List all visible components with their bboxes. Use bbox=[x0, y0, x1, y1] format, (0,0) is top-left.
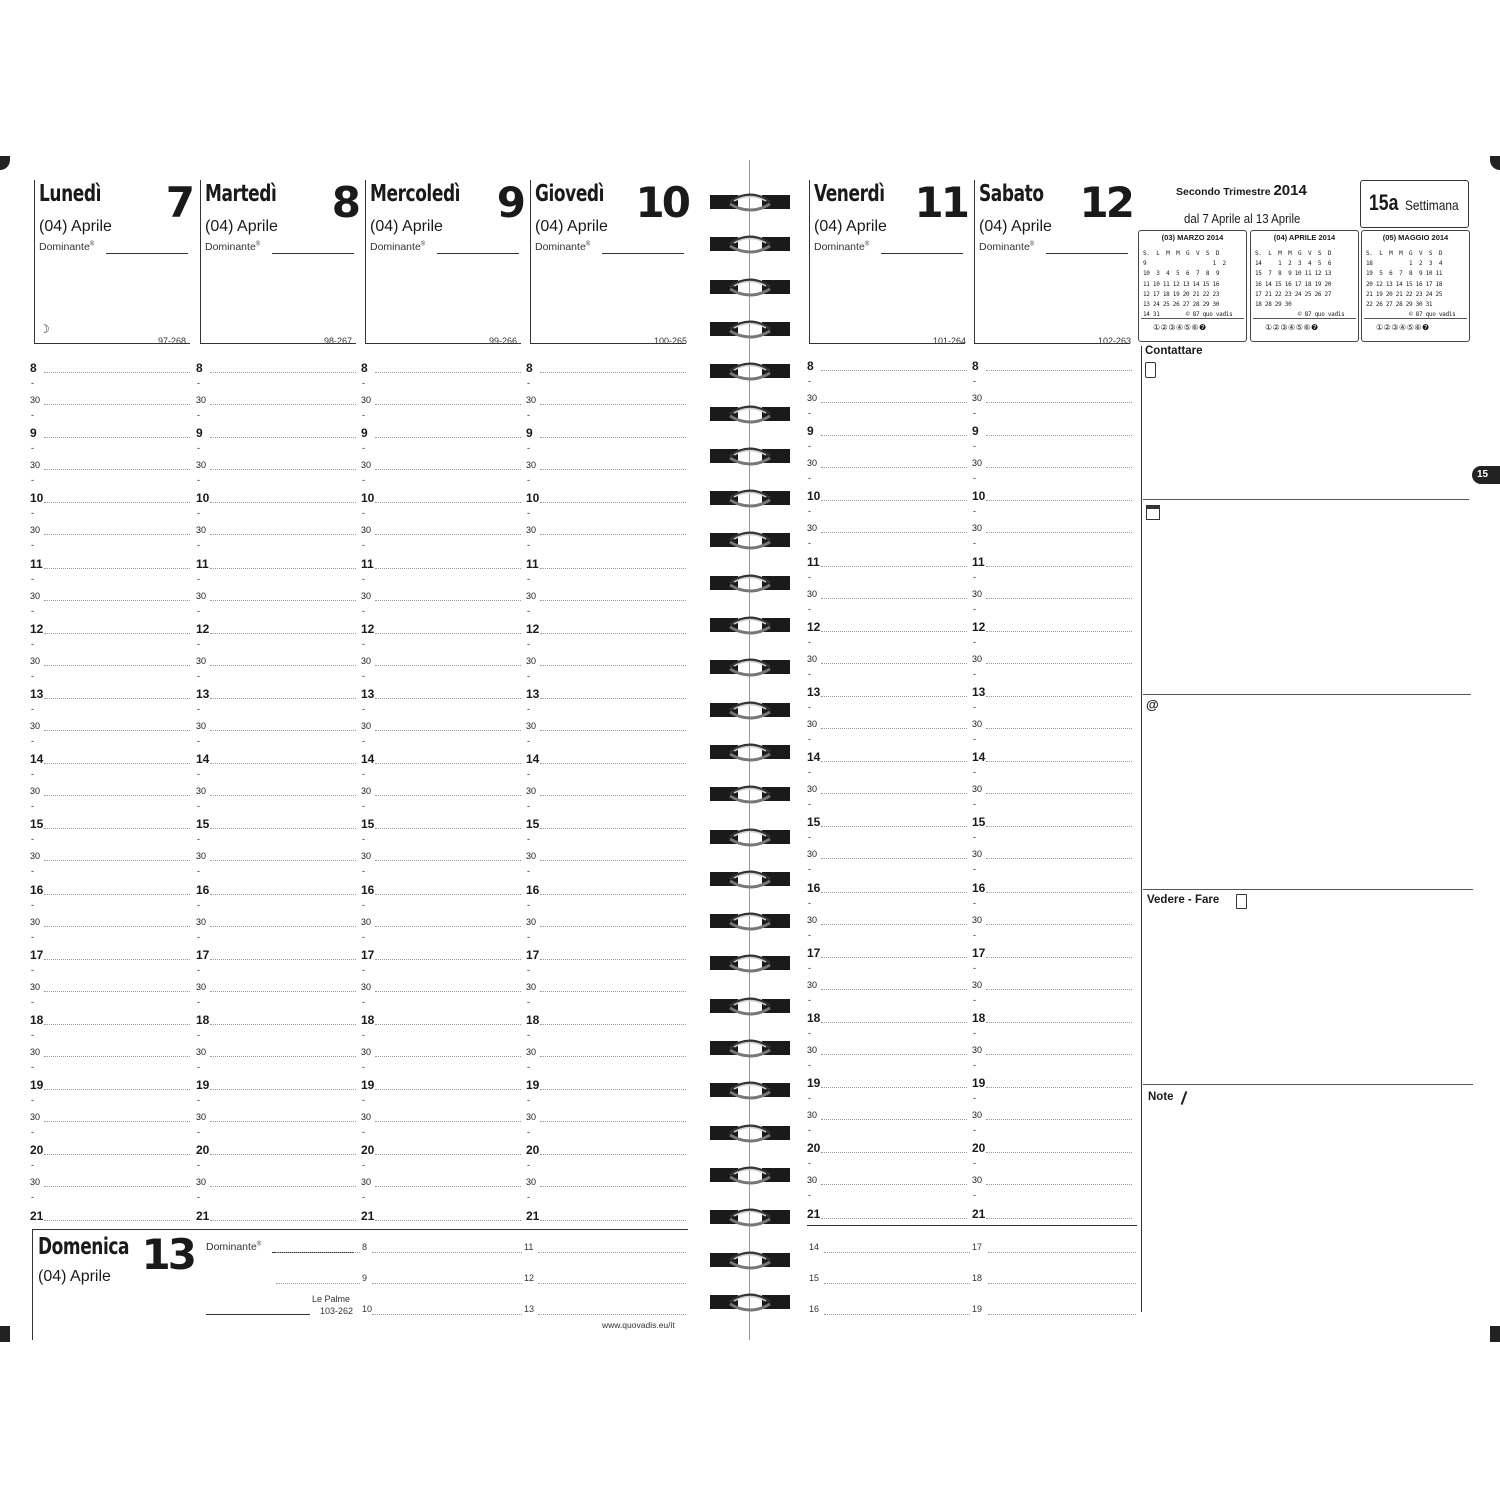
half-hour-label: 30 bbox=[196, 1177, 207, 1188]
dominante-label: Dominante® bbox=[205, 241, 261, 253]
sunday-note: Le Palme bbox=[312, 1294, 351, 1304]
spiral-ring bbox=[708, 528, 792, 552]
mini-calendar-row: 14 1 2 3 4 5 6 bbox=[1255, 260, 1332, 268]
day-code: 102-263 bbox=[1098, 336, 1132, 346]
hour-label: 18 bbox=[526, 1013, 540, 1027]
hour-label: 20 bbox=[526, 1143, 540, 1158]
fax-icon bbox=[1146, 505, 1160, 520]
hour-label: 14 bbox=[30, 752, 44, 767]
page-corner bbox=[1490, 1326, 1500, 1342]
mini-calendar-row: 12 17 18 19 20 21 22 23 bbox=[1143, 290, 1220, 298]
phone-icon bbox=[1145, 362, 1156, 378]
hour-label: 19 bbox=[972, 1076, 986, 1091]
half-hour-label: 30 bbox=[526, 525, 537, 536]
mini-calendar bbox=[1250, 230, 1359, 342]
week-number: 15a bbox=[1369, 190, 1399, 215]
mini-calendar bbox=[1361, 230, 1470, 342]
mini-calendar-row: S. L M M G V S D bbox=[1366, 250, 1443, 257]
spiral-ring bbox=[708, 1078, 792, 1102]
notes-section-title: Note bbox=[1148, 1091, 1174, 1103]
half-hour-label: 30 bbox=[526, 851, 537, 862]
moon-icon: ☽ bbox=[39, 322, 50, 336]
hour-label: 17 bbox=[30, 947, 44, 962]
hour-label: 15 bbox=[361, 817, 375, 832]
page-corner bbox=[0, 156, 10, 170]
spiral-ring bbox=[708, 571, 792, 595]
mini-calendar-row: 18 28 29 30 bbox=[1255, 301, 1292, 308]
half-hour-label: 30 bbox=[361, 655, 372, 666]
mini-calendar-row: 19 5 6 7 8 9 10 11 bbox=[1366, 270, 1443, 278]
mini-calendar-row: 14 31 © 87 quo vadis bbox=[1143, 311, 1233, 319]
hour-label: 14 bbox=[807, 750, 821, 765]
sunday-hour: 13 bbox=[524, 1304, 535, 1314]
half-hour-label: 30 bbox=[196, 981, 207, 992]
day-number: 11 bbox=[914, 178, 967, 227]
hour-label: 17 bbox=[361, 947, 375, 962]
hour-label: 17 bbox=[972, 945, 986, 960]
sunday-hour: 17 bbox=[972, 1242, 983, 1252]
spiral-ring bbox=[708, 190, 792, 214]
half-hour-label: 30 bbox=[30, 721, 41, 731]
page-corner bbox=[0, 1326, 10, 1342]
half-hour-label: 30 bbox=[526, 1047, 537, 1057]
mini-calendar-row: S. L M M G V S D bbox=[1143, 250, 1220, 257]
mini-calendar-row: 9 1 2 bbox=[1143, 260, 1226, 268]
hour-label: 12 bbox=[972, 619, 986, 634]
dominante-label: Dominante® bbox=[370, 241, 426, 253]
half-hour-label: 30 bbox=[196, 590, 207, 601]
day-code: 97-268 bbox=[158, 336, 187, 346]
hour-label: 11 bbox=[807, 554, 820, 569]
half-hour-label: 30 bbox=[30, 460, 41, 471]
sunday-hour: 14 bbox=[809, 1242, 820, 1252]
half-hour-label: 30 bbox=[196, 655, 207, 666]
spiral-ring bbox=[708, 782, 792, 806]
half-hour-label: 30 bbox=[361, 1047, 372, 1057]
hour-label: 10 bbox=[361, 491, 375, 506]
day-number: 7 bbox=[165, 178, 192, 227]
hour-label: 17 bbox=[196, 947, 210, 962]
day-code: 101-264 bbox=[933, 336, 967, 346]
half-hour-label: 30 bbox=[526, 721, 537, 731]
half-hour-label: 30 bbox=[30, 655, 41, 666]
mini-calendar-title: (03) MARZO 2014 bbox=[1161, 233, 1224, 242]
hour-label: 20 bbox=[807, 1141, 821, 1156]
hour-label: 9 bbox=[807, 424, 814, 439]
half-hour-label: 30 bbox=[526, 655, 537, 666]
mini-calendar-row: 15 7 8 9 10 11 12 13 bbox=[1255, 270, 1332, 278]
day-number: 12 bbox=[1079, 178, 1132, 227]
half-hour-label: 30 bbox=[972, 458, 983, 469]
half-hour-label: 30 bbox=[972, 979, 983, 990]
dominante-label: Dominante® bbox=[39, 241, 95, 253]
hour-label: 12 bbox=[196, 621, 210, 636]
spiral-ring bbox=[708, 994, 792, 1018]
spiral-ring bbox=[708, 655, 792, 679]
month-label: (04) Aprile bbox=[205, 218, 278, 235]
hour-label: 21 bbox=[30, 1208, 44, 1223]
hour-label: 16 bbox=[361, 882, 375, 897]
mini-calendar-row: 20 12 13 14 15 16 17 18 bbox=[1366, 280, 1443, 288]
week-range: dal 7 Aprile al 13 Aprile bbox=[1184, 211, 1301, 226]
half-hour-label: 30 bbox=[196, 525, 207, 536]
mini-calendar-row: 13 24 25 26 27 28 29 30 bbox=[1143, 301, 1220, 308]
month-label-sunday: (04) Aprile bbox=[38, 1268, 111, 1285]
hour-label: 15 bbox=[30, 817, 44, 832]
website-footer: www.quovadis.eu/it bbox=[602, 1320, 675, 1330]
hour-label: 19 bbox=[196, 1078, 210, 1093]
mini-calendar-row: 16 14 15 16 17 18 19 20 bbox=[1255, 280, 1332, 288]
hour-label: 15 bbox=[196, 817, 210, 832]
spiral-ring bbox=[708, 1163, 792, 1187]
mini-calendar-row: 10 3 4 5 6 7 8 9 bbox=[1143, 270, 1220, 278]
half-hour-label: 30 bbox=[361, 786, 372, 797]
sunday-hour: 19 bbox=[972, 1304, 983, 1314]
half-hour-label: 30 bbox=[807, 1110, 818, 1121]
half-hour-label: 30 bbox=[972, 393, 983, 403]
trimester-label: Secondo Trimestre bbox=[1176, 186, 1271, 198]
week-number-box bbox=[1360, 180, 1469, 228]
mini-calendar bbox=[1138, 230, 1247, 342]
half-hour-label: 30 bbox=[30, 916, 41, 927]
half-hour-label: 30 bbox=[972, 719, 983, 729]
hour-label: 18 bbox=[361, 1013, 375, 1027]
hour-label: 13 bbox=[30, 687, 44, 701]
hour-label: 10 bbox=[196, 491, 210, 506]
weekday-dots: ①②③④⑤⑥❼ bbox=[1265, 323, 1319, 332]
hour-label: 16 bbox=[526, 882, 540, 897]
half-hour-label: 30 bbox=[196, 851, 207, 862]
hour-label: 10 bbox=[30, 491, 44, 506]
day-name-sunday: Domenica bbox=[38, 1234, 130, 1260]
half-hour-label: 30 bbox=[361, 590, 372, 601]
mini-calendar-title: (04) APRILE 2014 bbox=[1273, 233, 1336, 242]
dominante-label: Dominante® bbox=[535, 241, 591, 253]
hour-label: 10 bbox=[807, 489, 821, 504]
todo-section-title: Vedere - Fare bbox=[1147, 894, 1220, 906]
hour-label: 19 bbox=[30, 1078, 44, 1093]
hour-label: 13 bbox=[196, 687, 210, 701]
hour-label: 19 bbox=[807, 1076, 821, 1091]
spiral-ring bbox=[708, 317, 792, 341]
hour-label: 21 bbox=[972, 1206, 986, 1221]
hour-label: 16 bbox=[972, 880, 986, 895]
half-hour-label: 30 bbox=[30, 851, 41, 862]
day-number: 10 bbox=[635, 178, 688, 227]
half-hour-label: 30 bbox=[196, 395, 207, 405]
half-hour-label: 30 bbox=[807, 914, 818, 925]
half-hour-label: 30 bbox=[807, 849, 818, 860]
half-hour-label: 30 bbox=[972, 784, 983, 795]
day-code: 100-265 bbox=[654, 336, 688, 346]
half-hour-label: 30 bbox=[807, 979, 818, 990]
half-hour-label: 30 bbox=[807, 458, 818, 469]
sunday-hour: 12 bbox=[524, 1273, 535, 1283]
day-code: 99-266 bbox=[489, 336, 518, 346]
mini-calendar-row: 18 1 2 3 4 bbox=[1366, 260, 1443, 268]
hour-label: 11 bbox=[361, 556, 374, 571]
half-hour-label: 30 bbox=[30, 525, 41, 536]
half-hour-label: 30 bbox=[361, 851, 372, 862]
hour-label: 13 bbox=[361, 687, 375, 701]
spiral-ring bbox=[708, 740, 792, 764]
half-hour-label: 30 bbox=[526, 981, 537, 992]
spiral-ring bbox=[708, 951, 792, 975]
day-name: Venerdì bbox=[814, 181, 885, 207]
spiral-ring bbox=[708, 486, 792, 510]
half-hour-label: 30 bbox=[807, 784, 818, 795]
half-hour-label: 30 bbox=[196, 786, 207, 797]
day-code-sunday: 103-262 bbox=[320, 1306, 354, 1316]
spiral-ring bbox=[708, 1205, 792, 1229]
week-tab bbox=[1472, 466, 1500, 484]
half-hour-label: 30 bbox=[526, 916, 537, 927]
hour-label: 15 bbox=[807, 815, 821, 830]
half-hour-label: 30 bbox=[526, 1177, 537, 1188]
spiral-ring bbox=[708, 359, 792, 383]
half-hour-label: 30 bbox=[972, 1110, 983, 1121]
month-label: (04) Aprile bbox=[535, 218, 608, 235]
hour-label: 17 bbox=[807, 945, 821, 960]
half-hour-label: 30 bbox=[972, 849, 983, 860]
hour-label: 11 bbox=[30, 556, 43, 571]
hour-label: 8 bbox=[526, 361, 533, 375]
sunday-hour: 11 bbox=[524, 1242, 534, 1252]
half-hour-label: 30 bbox=[30, 590, 41, 601]
mini-calendar-row: © 87 quo vadis bbox=[1255, 311, 1345, 319]
month-label: (04) Aprile bbox=[39, 218, 112, 235]
spiral-ring bbox=[708, 402, 792, 426]
hour-label: 21 bbox=[526, 1208, 540, 1223]
day-name: Sabato bbox=[979, 181, 1044, 207]
hour-label: 14 bbox=[196, 752, 210, 767]
sunday-hour: 8 bbox=[362, 1242, 368, 1252]
half-hour-label: 30 bbox=[807, 523, 818, 534]
hour-label: 15 bbox=[526, 817, 540, 832]
hour-label: 11 bbox=[196, 556, 209, 571]
spiral-ring bbox=[708, 444, 792, 468]
day-name: Giovedì bbox=[535, 181, 605, 207]
hour-label: 16 bbox=[196, 882, 210, 897]
hour-label: 15 bbox=[972, 815, 986, 830]
half-hour-label: 30 bbox=[196, 460, 207, 471]
mini-calendar-row: © 87 quo vadis bbox=[1366, 311, 1456, 319]
hour-label: 11 bbox=[526, 556, 539, 571]
half-hour-label: 30 bbox=[526, 786, 537, 797]
spiral-ring bbox=[708, 1036, 792, 1060]
half-hour-label: 30 bbox=[361, 721, 372, 731]
day-code: 98-267 bbox=[324, 336, 353, 346]
mini-calendar-row: 17 21 22 23 24 25 26 27 bbox=[1255, 290, 1332, 298]
spiral-ring bbox=[708, 698, 792, 722]
hour-label: 8 bbox=[807, 359, 814, 373]
note-icon bbox=[1236, 894, 1247, 909]
half-hour-label: 30 bbox=[30, 981, 41, 992]
hour-label: 20 bbox=[196, 1143, 210, 1158]
half-hour-label: 30 bbox=[361, 395, 372, 405]
half-hour-label: 30 bbox=[30, 786, 41, 797]
hour-label: 9 bbox=[972, 424, 979, 439]
half-hour-label: 30 bbox=[361, 525, 372, 536]
spiral-ring bbox=[708, 825, 792, 849]
sunday-hour: 9 bbox=[362, 1273, 368, 1283]
half-hour-label: 30 bbox=[196, 916, 207, 927]
hour-label: 9 bbox=[526, 426, 533, 441]
hour-label: 12 bbox=[807, 619, 821, 634]
hour-label: 9 bbox=[361, 426, 368, 441]
hour-label: 8 bbox=[196, 361, 203, 375]
mini-calendar-row: 11 10 11 12 13 14 15 16 bbox=[1143, 280, 1220, 288]
hour-label: 13 bbox=[807, 685, 821, 699]
spiral-ring bbox=[708, 613, 792, 637]
dominante-label: Dominante® bbox=[979, 241, 1035, 253]
weekday-dots: ①②③④⑤⑥❼ bbox=[1153, 323, 1207, 332]
half-hour-label: 30 bbox=[361, 460, 372, 471]
half-hour-label: 30 bbox=[526, 590, 537, 601]
half-hour-label: 30 bbox=[196, 721, 207, 731]
dominante-label: Dominante® bbox=[814, 241, 870, 253]
hour-label: 21 bbox=[361, 1208, 375, 1223]
page-corner bbox=[1490, 156, 1500, 170]
half-hour-label: 30 bbox=[972, 588, 983, 599]
hour-label: 12 bbox=[361, 621, 375, 636]
sunday-hour: 15 bbox=[809, 1273, 820, 1283]
hour-label: 18 bbox=[972, 1011, 986, 1025]
hour-label: 8 bbox=[361, 361, 368, 375]
hour-label: 14 bbox=[972, 750, 986, 765]
hour-label: 19 bbox=[361, 1078, 375, 1093]
hour-label: 10 bbox=[972, 489, 986, 504]
mini-calendar-row: 22 26 27 28 29 30 31 bbox=[1366, 301, 1433, 308]
sunday-hour: 16 bbox=[809, 1304, 820, 1314]
spiral-ring bbox=[708, 1248, 792, 1272]
spiral-ring bbox=[708, 909, 792, 933]
hour-label: 12 bbox=[30, 621, 44, 636]
half-hour-label: 30 bbox=[526, 395, 537, 405]
half-hour-label: 30 bbox=[972, 914, 983, 925]
hour-label: 17 bbox=[526, 947, 540, 962]
hour-label: 13 bbox=[972, 685, 986, 699]
hour-label: 8 bbox=[30, 361, 37, 375]
half-hour-label: 30 bbox=[196, 1047, 207, 1057]
month-label: (04) Aprile bbox=[814, 218, 887, 235]
half-hour-label: 30 bbox=[30, 395, 41, 405]
spiral-ring bbox=[708, 1290, 792, 1314]
hour-label: 8 bbox=[972, 359, 979, 373]
hour-label: 16 bbox=[30, 882, 44, 897]
hour-label: 20 bbox=[30, 1143, 44, 1158]
hour-label: 10 bbox=[526, 491, 540, 506]
hour-label: 16 bbox=[807, 880, 821, 895]
half-hour-label: 30 bbox=[807, 653, 818, 664]
half-hour-label: 30 bbox=[361, 916, 372, 927]
spiral-ring bbox=[708, 275, 792, 299]
half-hour-label: 30 bbox=[30, 1047, 41, 1057]
mini-calendar-row: S. L M M G V S D bbox=[1255, 250, 1332, 257]
half-hour-label: 30 bbox=[972, 1175, 983, 1186]
half-hour-label: 30 bbox=[972, 1045, 983, 1055]
day-number-sunday: 13 bbox=[141, 1230, 194, 1279]
day-name: Mercoledì bbox=[370, 181, 461, 207]
year-label: 2014 bbox=[1273, 182, 1307, 199]
dominante-label-sunday: Dominante® bbox=[206, 1241, 262, 1253]
hour-label: 18 bbox=[196, 1013, 210, 1027]
spiral-ring bbox=[708, 232, 792, 256]
half-hour-label: 30 bbox=[807, 719, 818, 729]
day-name: Lunedì bbox=[39, 181, 101, 207]
half-hour-label: 30 bbox=[807, 1175, 818, 1186]
sunday-hour: 10 bbox=[362, 1304, 373, 1314]
half-hour-label: 30 bbox=[807, 393, 818, 403]
half-hour-label: 30 bbox=[526, 1112, 537, 1123]
hour-label: 14 bbox=[361, 752, 375, 767]
sunday-hour: 18 bbox=[972, 1273, 983, 1283]
week-label: Settimana bbox=[1405, 197, 1459, 213]
hour-label: 21 bbox=[196, 1208, 210, 1223]
hour-label: 21 bbox=[807, 1206, 821, 1221]
email-section-title: @ bbox=[1146, 697, 1159, 712]
half-hour-label: 30 bbox=[807, 1045, 818, 1055]
half-hour-label: 30 bbox=[196, 1112, 207, 1123]
half-hour-label: 30 bbox=[30, 1177, 41, 1188]
hour-label: 20 bbox=[361, 1143, 375, 1158]
hour-label: 13 bbox=[526, 687, 540, 701]
day-number: 9 bbox=[496, 178, 523, 227]
mini-calendar-row: 21 19 20 21 22 23 24 25 bbox=[1366, 290, 1443, 298]
half-hour-label: 30 bbox=[361, 1112, 372, 1123]
half-hour-label: 30 bbox=[972, 653, 983, 664]
day-number: 8 bbox=[331, 178, 358, 227]
hour-label: 12 bbox=[526, 621, 540, 636]
hour-label: 18 bbox=[30, 1013, 44, 1027]
contact-section-title: Contattare bbox=[1145, 345, 1203, 357]
spiral-ring bbox=[708, 1121, 792, 1145]
month-label: (04) Aprile bbox=[979, 218, 1052, 235]
half-hour-label: 30 bbox=[30, 1112, 41, 1123]
half-hour-label: 30 bbox=[361, 981, 372, 992]
month-label: (04) Aprile bbox=[370, 218, 443, 235]
spiral-ring bbox=[708, 867, 792, 891]
weekday-dots: ①②③④⑤⑥❼ bbox=[1376, 323, 1430, 332]
half-hour-label: 30 bbox=[807, 588, 818, 599]
hour-label: 14 bbox=[526, 752, 540, 767]
half-hour-label: 30 bbox=[526, 460, 537, 471]
hour-label: 18 bbox=[807, 1011, 821, 1025]
hour-label: 20 bbox=[972, 1141, 986, 1156]
half-hour-label: 30 bbox=[972, 523, 983, 534]
hour-label: 9 bbox=[196, 426, 203, 441]
hour-label: 9 bbox=[30, 426, 37, 441]
hour-label: 19 bbox=[526, 1078, 540, 1093]
half-hour-label: 30 bbox=[361, 1177, 372, 1188]
day-name: Martedì bbox=[205, 181, 277, 207]
hour-label: 11 bbox=[972, 554, 985, 569]
mini-calendar-title: (05) MAGGIO 2014 bbox=[1382, 233, 1449, 242]
week-tab-label: 15 bbox=[1477, 469, 1489, 480]
